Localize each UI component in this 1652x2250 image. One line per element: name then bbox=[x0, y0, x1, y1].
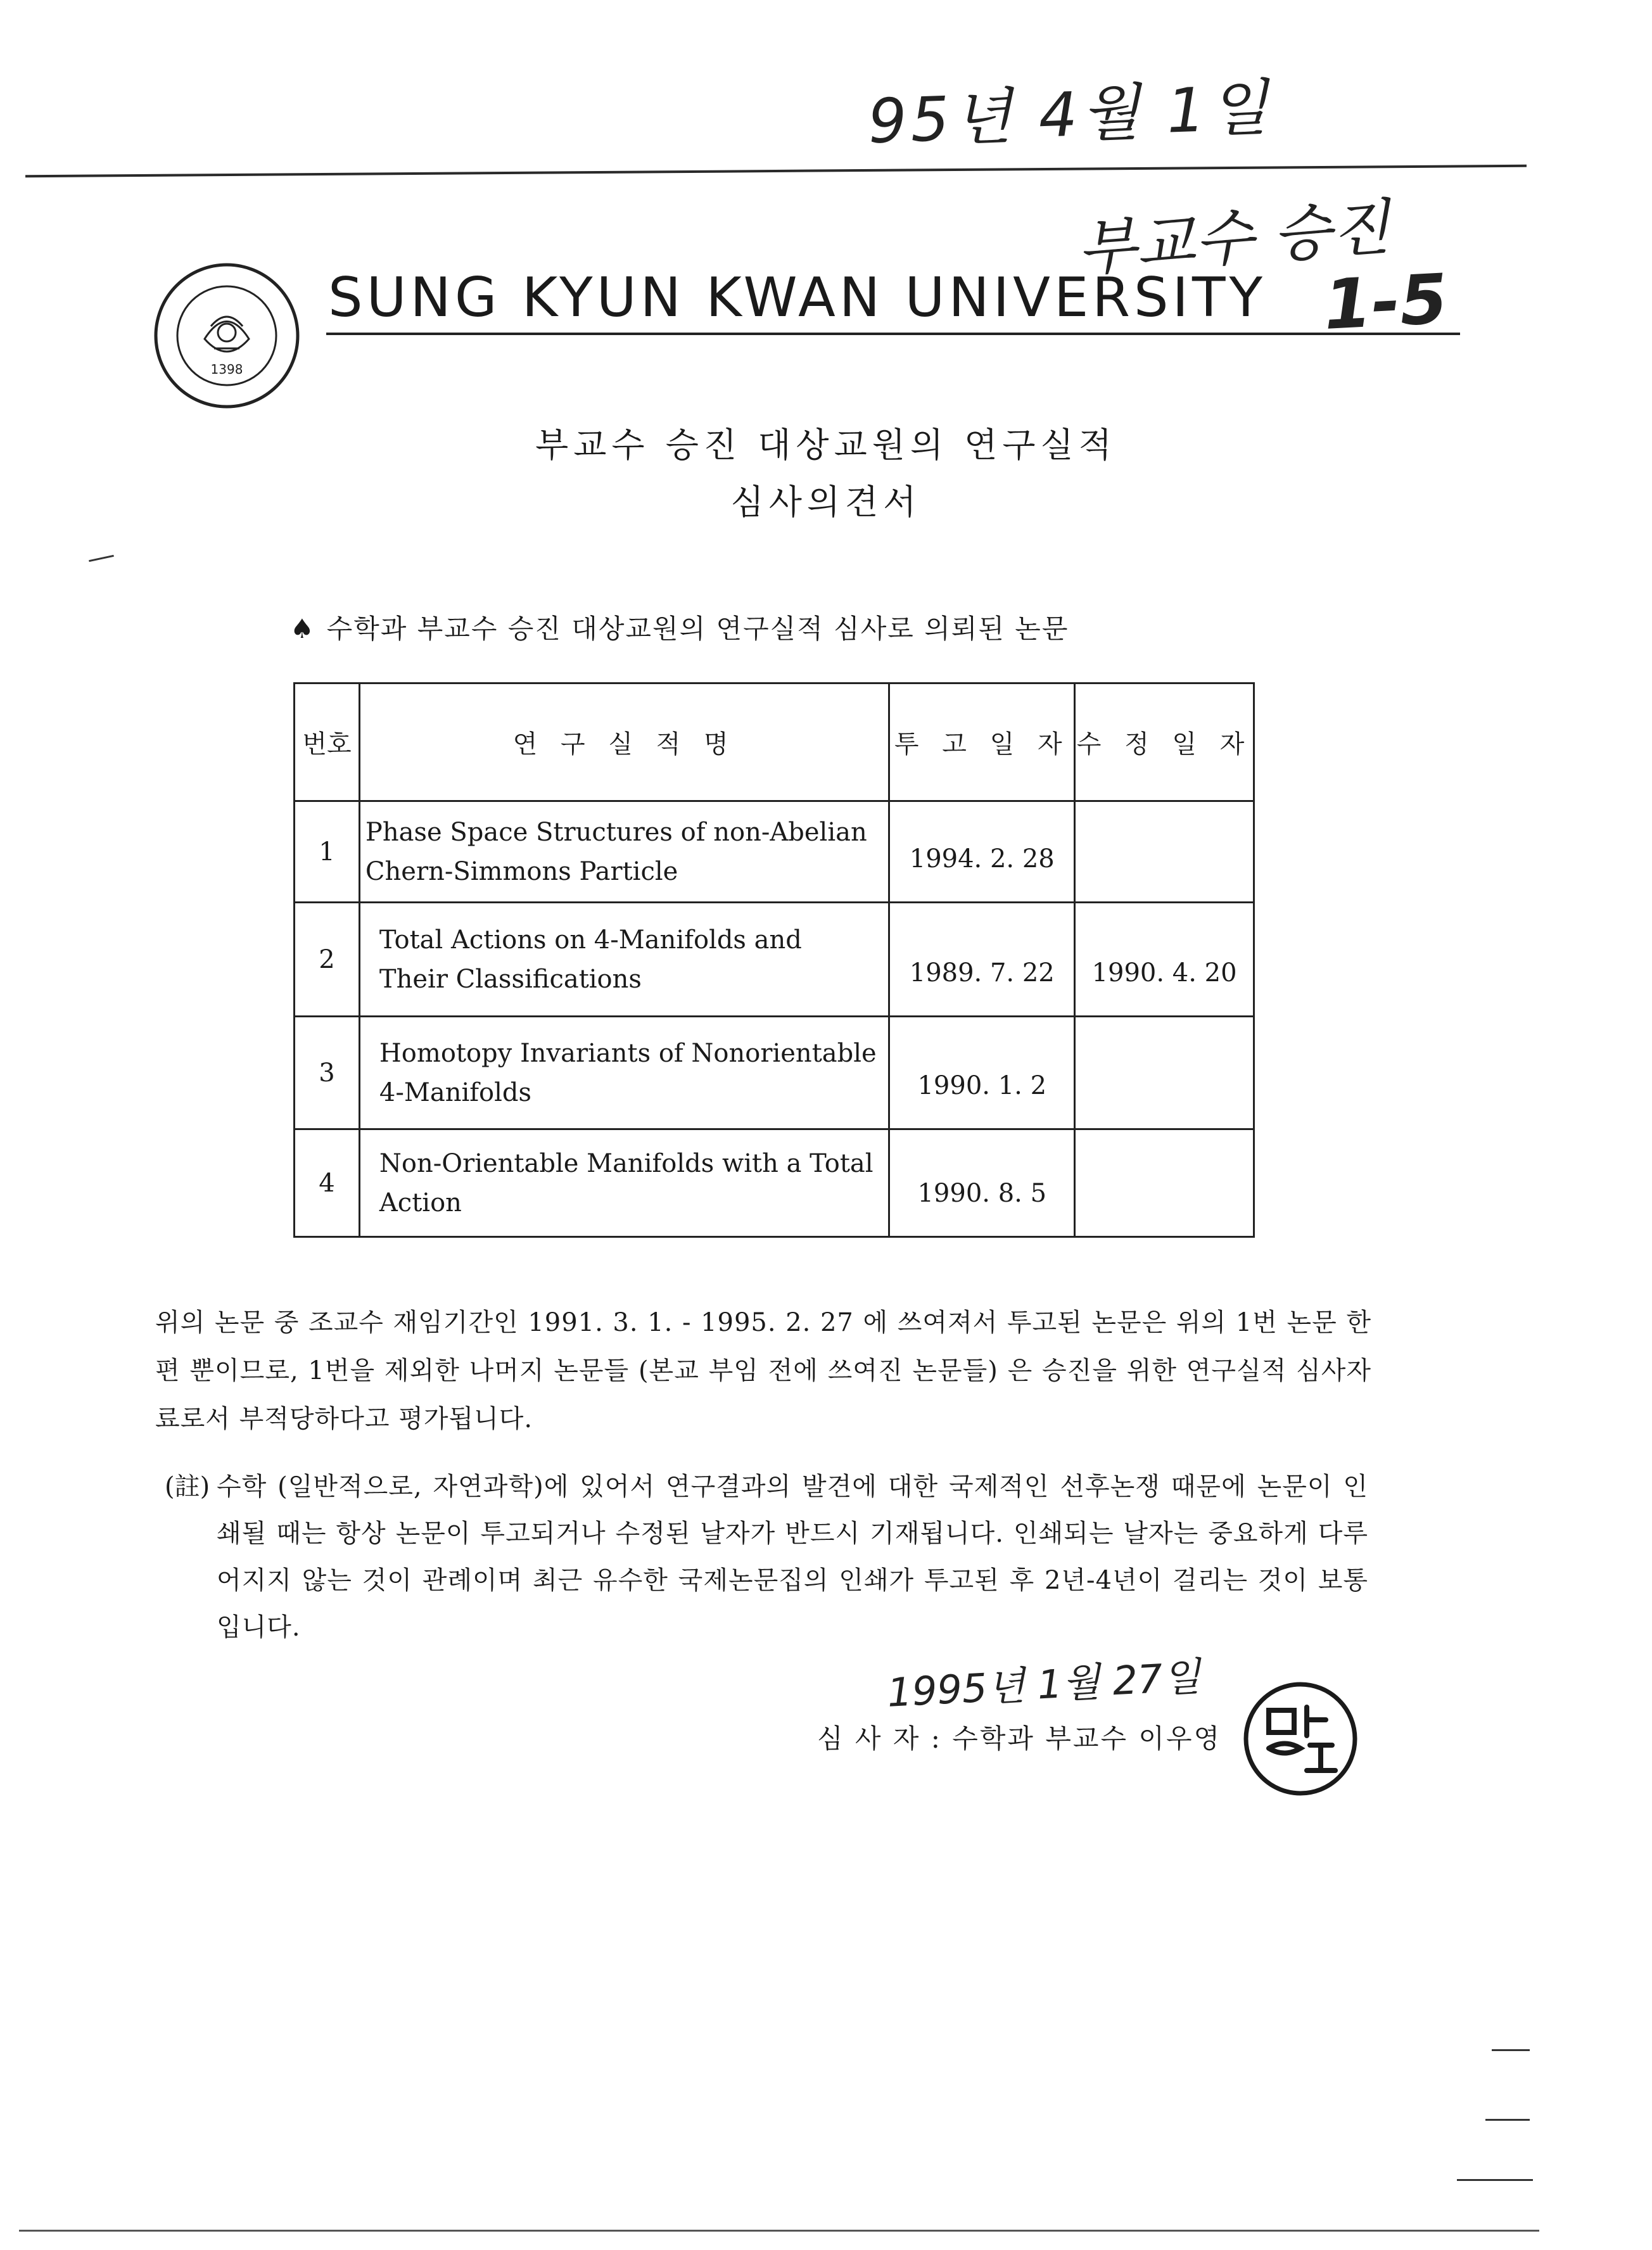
row-revised bbox=[1075, 1017, 1254, 1129]
header-revised: 수 정 일 자 bbox=[1075, 683, 1254, 801]
row-no: 1 bbox=[295, 801, 360, 903]
row-no: 3 bbox=[295, 1017, 360, 1129]
top-rule bbox=[25, 165, 1527, 178]
header-submitted: 투 고 일 자 bbox=[889, 683, 1075, 801]
university-seal-icon bbox=[151, 260, 303, 412]
table-row bbox=[295, 903, 1254, 1017]
row-no: 2 bbox=[295, 903, 360, 1017]
row-title-line2: Action bbox=[379, 1188, 462, 1217]
section-caption-text: 수학과 부교수 승진 대상교원의 연구실적 심사로 의뢰된 논문 bbox=[326, 613, 1069, 644]
note-label: (註) bbox=[165, 1472, 210, 1501]
scan-mark bbox=[19, 2230, 1539, 2232]
signature-date-handwritten: 1995년 1월 27일 bbox=[886, 1653, 1202, 1716]
row-title-line1: Total Actions on 4-Manifolds and bbox=[379, 925, 802, 955]
reviewer-line: 심 사 자 : 수학과 부교수 이우영 bbox=[817, 1723, 1222, 1754]
scan-mark bbox=[1485, 2119, 1530, 2121]
header-no: 번호 bbox=[295, 683, 360, 801]
document-title-line2: 심사의견서 bbox=[730, 482, 922, 522]
table-row bbox=[295, 1017, 1254, 1129]
table-row bbox=[295, 1129, 1254, 1237]
row-revised bbox=[1075, 801, 1254, 903]
row-title-line1: Non-Orientable Manifolds with a Total bbox=[379, 1148, 874, 1178]
papers-table bbox=[293, 682, 1255, 1238]
university-name: SUNG KYUN KWAN UNIVERSITY bbox=[328, 266, 1267, 329]
row-submitted: 1989. 7. 22 bbox=[889, 903, 1075, 1017]
row-title bbox=[359, 1017, 889, 1129]
row-submitted: 1990. 1. 2 bbox=[889, 1017, 1075, 1129]
scan-mark bbox=[89, 555, 114, 562]
row-title-line2: Their Classifications bbox=[379, 964, 642, 994]
row-title-line1: Phase Space Structures of non-Abelian bbox=[365, 817, 867, 847]
row-no: 4 bbox=[295, 1129, 360, 1237]
document-title-line1: 부교수 승진 대상교원의 연구실적 bbox=[535, 425, 1117, 465]
row-title-line2: Chern-Simmons Particle bbox=[365, 856, 678, 886]
row-revised: 1990. 4. 20 bbox=[1075, 903, 1254, 1017]
university-underline bbox=[326, 333, 1460, 335]
header-title: 연 구 실 적 명 bbox=[359, 683, 889, 801]
table-header-row bbox=[295, 683, 1254, 801]
row-submitted: 1994. 2. 28 bbox=[889, 801, 1075, 903]
row-title bbox=[359, 1129, 889, 1237]
row-revised bbox=[1075, 1129, 1254, 1237]
svg-text:1398: 1398 bbox=[210, 362, 243, 377]
table-row bbox=[295, 801, 1254, 903]
approval-note-handwritten: 부교수 승진 bbox=[1075, 191, 1393, 285]
row-title-line2: 4-Manifolds bbox=[379, 1077, 532, 1107]
scan-mark bbox=[1457, 2179, 1533, 2181]
row-title bbox=[359, 903, 889, 1017]
scan-mark bbox=[1492, 2049, 1530, 2051]
document-code-handwritten: 1-5 bbox=[1321, 259, 1450, 346]
row-title bbox=[359, 801, 889, 903]
row-title-line1: Homotopy Invariants of Nonorientable bbox=[379, 1038, 877, 1068]
spade-icon: ♠ bbox=[290, 613, 315, 644]
row-submitted: 1990. 8. 5 bbox=[889, 1129, 1075, 1237]
note-block bbox=[165, 1463, 1368, 1651]
personal-seal-stamp-icon bbox=[1240, 1679, 1361, 1799]
evaluation-paragraph: 위의 논문 중 조교수 재임기간인 1991. 3. 1. - 1995. 2. 27 에 쓰여져서 투고된 논문은 위의 1번 논문 한편 뿐이므로, 1번을 제외한 나머지 논문들 (본교 부임 전에 쓰여진 논문들) 은 승진을 위한 연구실적 심사자료로서 부적당하다고 평가됩니다. bbox=[155, 1308, 1371, 1433]
note-text: 수학 (일반적으로, 자연과학)에 있어서 연구결과의 발견에 대한 국제적인 선후논쟁 때문에 논문이 인쇄될 때는 항상 논문이 투고되거나 수정된 날자가 반드시 기재됩니다. 인쇄되는 날자는 중요하게 다루어지지 않는 것이 관례이며 최근 유수한 국제논문집의 인쇄가 투고된 후 2년-4년이 걸리는 것이 보통입니다. bbox=[217, 1472, 1368, 1642]
section-caption bbox=[290, 608, 1069, 646]
received-date-handwritten: 95년 4월 1일 bbox=[867, 72, 1273, 158]
